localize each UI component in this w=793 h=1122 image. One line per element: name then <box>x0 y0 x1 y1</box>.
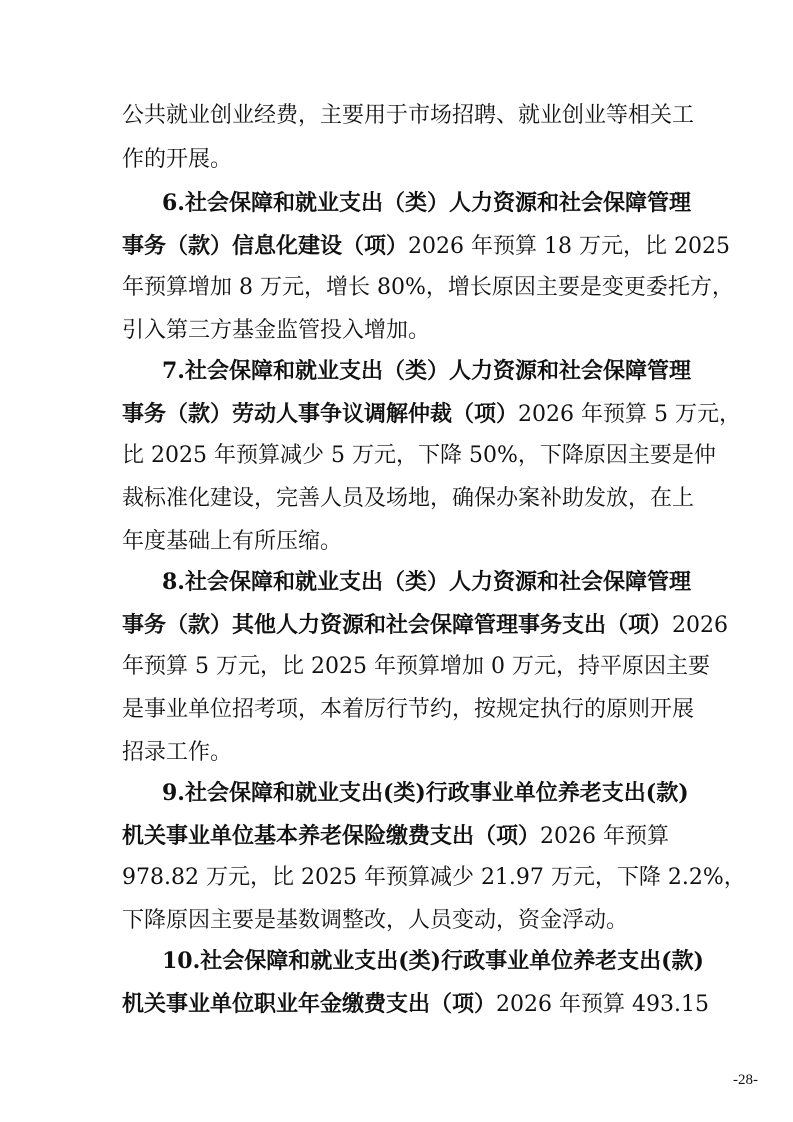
section-8-heading-line-1 <box>162 567 691 597</box>
page-number: -28- <box>733 1072 758 1088</box>
line-text: 2026 <box>672 613 729 638</box>
heading-text: 机关事业单位基本养老保险缴费支出（项） <box>122 823 541 849</box>
line-text: 2026 年预算 18 万元，比 2025 <box>408 234 730 259</box>
line-text: 978.82 万元，比 2025 年预算减少 21.97 万元，下降 2.2%， <box>122 865 746 890</box>
section-10-heading-line-1 <box>162 946 704 976</box>
heading-text: 7.社会保障和就业支出（类）人力资源和社会保障管理 <box>162 358 691 384</box>
section-10-heading-line-2 <box>122 989 709 1020</box>
section-9-body-line-1 <box>122 863 746 893</box>
heading-text: 事务（款）其他人力资源和社会保障管理事务支出（项） <box>122 612 673 638</box>
section-7-heading-line-2 <box>122 399 741 430</box>
heading-text: 8.社会保障和就业支出（类）人力资源和社会保障管理 <box>162 569 691 595</box>
line-text: 是事业单位招考项，本着厉行节约，按规定执行的原则开展 <box>122 697 695 722</box>
heading-text: 事务（款）劳动人事争议调解仲裁（项） <box>122 401 519 427</box>
line-text: 年预算 5 万元，比 2025 年预算增加 0 万元，持平原因主要 <box>122 654 710 679</box>
section-6-heading-line-2 <box>122 231 730 262</box>
line-text: 下降原因主要是基数调整改，人员变动，资金浮动。 <box>122 908 629 933</box>
line-text: 公共就业创业经费，主要用于市场招聘、就业创业等相关工 <box>122 103 695 128</box>
section-7-body-line-3 <box>122 527 342 557</box>
line-text: 引入第三方基金监管投入增加。 <box>122 318 431 343</box>
section-9-heading-line-2 <box>122 821 669 852</box>
heading-text: 10.社会保障和就业支出(类)行政事业单位养老支出(款) <box>162 948 704 974</box>
line-text: 2026 年预算 5 万元， <box>518 402 741 427</box>
heading-text: 事务（款）信息化建设（项） <box>122 233 409 259</box>
section-7-body-line-2 <box>122 484 694 514</box>
body-line-2 <box>122 145 232 175</box>
line-text: 招录工作。 <box>122 740 233 765</box>
section-7-body-line-1 <box>122 441 716 471</box>
line-text: 比 2025 年预算减少 5 万元，下降 50%，下降原因主要是仲 <box>122 443 716 468</box>
line-text: 年预算增加 8 万元，增长 80%，增长原因主要是变更委托方， <box>122 275 734 300</box>
line-text: 作的开展。 <box>122 147 233 172</box>
section-8-heading-line-2 <box>122 610 728 641</box>
body-line-1 <box>122 101 694 131</box>
line-text: 年度基础上有所压缩。 <box>122 529 343 554</box>
section-8-body-line-3 <box>122 738 232 768</box>
line-text: 2026 年预算 <box>540 824 669 849</box>
section-8-body-line-2 <box>122 695 694 725</box>
section-6-body-line-1 <box>122 273 734 303</box>
heading-text: 6.社会保障和就业支出（类）人力资源和社会保障管理 <box>162 190 691 216</box>
section-6-heading-line-1 <box>162 188 691 218</box>
line-text: 裁标准化建设，完善人员及场地，确保办案补助发放，在上 <box>122 486 695 511</box>
section-7-heading-line-1 <box>162 356 691 386</box>
section-9-body-line-2 <box>122 906 628 936</box>
section-6-body-line-2 <box>122 316 430 346</box>
heading-text: 9.社会保障和就业支出(类)行政事业单位养老支出(款) <box>162 780 689 806</box>
section-9-heading-line-1 <box>162 778 689 808</box>
heading-text: 机关事业单位职业年金缴费支出（项） <box>122 991 497 1017</box>
line-text: 2026 年预算 493.15 <box>496 992 709 1017</box>
section-8-body-line-1 <box>122 652 710 682</box>
